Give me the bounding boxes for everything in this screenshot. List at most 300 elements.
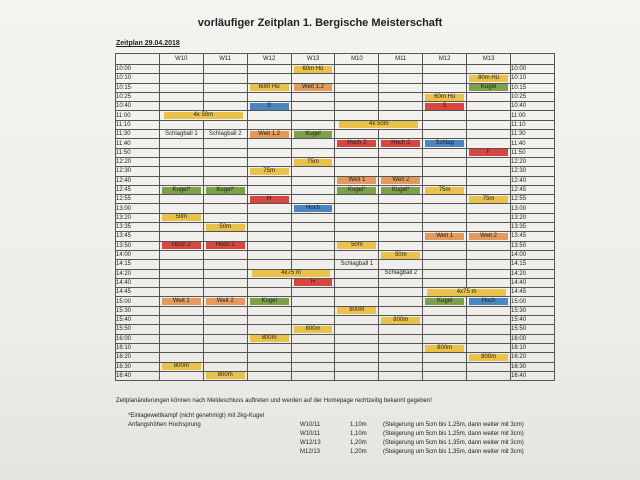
schedule-cell <box>159 260 203 269</box>
table-row <box>116 102 555 111</box>
schedule-cell <box>423 353 467 362</box>
schedule-cell <box>379 260 423 269</box>
event-block: 75m <box>250 168 289 175</box>
time-label-left: 10:40 <box>116 102 160 111</box>
schedule-cell <box>379 362 423 371</box>
time-label-right: 11:00 <box>511 111 555 120</box>
schedule-cell <box>247 278 291 287</box>
schedule-cell <box>423 269 467 278</box>
schedule-cell <box>423 65 467 74</box>
event-block: Kugel <box>469 84 508 91</box>
schedule-cell <box>159 371 203 380</box>
schedule-cell <box>335 185 379 194</box>
time-label-right: 12:20 <box>511 157 555 166</box>
schedule-cell <box>291 111 335 120</box>
schedule-cell <box>291 343 335 352</box>
header-w13: W13 <box>291 54 335 65</box>
schedule-cell <box>203 288 247 297</box>
schedule-cell <box>159 176 203 185</box>
schedule-cell <box>467 223 511 232</box>
time-label-right: 14:20 <box>511 269 555 278</box>
schedule-cell <box>467 111 511 120</box>
height-group: W10/11 <box>300 422 321 428</box>
schedule-cell <box>423 176 467 185</box>
time-label-right: 16:00 <box>511 334 555 343</box>
schedule-cell <box>159 353 203 362</box>
schedule-cell <box>335 316 379 325</box>
time-label-right: 15:00 <box>511 297 555 306</box>
schedule-cell <box>379 176 423 185</box>
schedule-cell <box>467 157 511 166</box>
schedule-cell <box>291 120 335 129</box>
schedule-cell <box>247 195 291 204</box>
schedule-cell <box>335 343 379 352</box>
schedule-cell <box>335 223 379 232</box>
schedule-cell <box>203 139 247 148</box>
time-label-left: 10:15 <box>116 83 160 92</box>
schedule-cell <box>159 213 203 222</box>
schedule-cell <box>423 362 467 371</box>
time-label-left: 15:50 <box>116 325 160 334</box>
schedule-cell <box>159 297 203 306</box>
time-label-right: 15:30 <box>511 306 555 315</box>
schedule-cell <box>291 130 335 139</box>
event-block: Kugel* <box>206 187 245 194</box>
event-block: Weit 2 <box>469 233 508 240</box>
schedule-cell <box>159 325 203 334</box>
event-block: 75m <box>425 187 464 194</box>
table-row <box>116 148 555 157</box>
schedule-cell <box>467 139 511 148</box>
schedule-cell <box>335 306 379 315</box>
schedule-cell <box>379 334 423 343</box>
schedule-cell <box>203 334 247 343</box>
document-title: vorläufiger Zeitplan 1. Bergische Meisterschaft <box>197 17 443 29</box>
einlage-note: *Einlagewettkampf (nicht genehmigt) mit 2kg-Kugel <box>128 413 265 419</box>
schedule-cell <box>203 120 247 129</box>
event-block: S <box>425 103 464 110</box>
schedule-cell <box>291 157 335 166</box>
schedule-cell <box>423 325 467 334</box>
schedule-cell <box>159 148 203 157</box>
header-m13: M13 <box>467 54 511 65</box>
schedule-cell <box>335 120 423 129</box>
schedule-cell <box>467 269 511 278</box>
event-block: Kugel* <box>381 187 420 194</box>
schedule-cell <box>379 343 423 352</box>
time-label-left: 10:10 <box>116 74 160 83</box>
time-label-right: 14:00 <box>511 250 555 259</box>
schedule-cell <box>247 130 291 139</box>
time-label-left: 14:40 <box>116 278 160 287</box>
time-label-left: 16:30 <box>116 362 160 371</box>
time-label-left: 13:35 <box>116 223 160 232</box>
time-label-right: 13:20 <box>511 213 555 222</box>
time-label-right: 12:40 <box>511 176 555 185</box>
schedule-cell <box>467 74 511 83</box>
time-label-left: 15:00 <box>116 297 160 306</box>
schedule-cell <box>247 371 291 380</box>
event-block: 800m <box>162 363 201 370</box>
event-block: 50m <box>206 224 245 231</box>
schedule-cell <box>159 111 247 120</box>
event-block: 4x 50m <box>339 121 418 128</box>
time-label-left: 14:45 <box>116 288 160 297</box>
schedule-cell <box>203 74 247 83</box>
time-label-right: 16:30 <box>511 362 555 371</box>
table-row <box>116 371 555 380</box>
event-block: Hoch 2 <box>206 242 245 249</box>
height-height: 1,20m <box>350 449 367 455</box>
event-block: Schlagball 1 <box>340 260 374 267</box>
event-block: Kugel <box>294 131 333 138</box>
event-block: F <box>469 149 508 156</box>
schedule-cell <box>159 278 203 287</box>
table-row <box>116 213 555 222</box>
schedule-cell <box>379 250 423 259</box>
event-block: Weit 2 <box>206 298 245 305</box>
schedule-cell <box>291 74 335 83</box>
event-block: Schlag <box>425 140 464 147</box>
schedule-cell <box>379 157 423 166</box>
schedule-cell <box>423 148 467 157</box>
table-row <box>116 120 555 129</box>
schedule-cell <box>467 260 511 269</box>
header-m11: M11 <box>379 54 423 65</box>
schedule-cell <box>467 343 511 352</box>
header-m10: M10 <box>335 54 379 65</box>
schedule-cell <box>467 213 511 222</box>
schedule-cell <box>335 269 379 278</box>
time-label-right: 14:40 <box>511 278 555 287</box>
schedule-cell <box>291 260 335 269</box>
schedule-cell <box>335 83 379 92</box>
time-label-left: 11:10 <box>116 120 160 129</box>
schedule-cell <box>203 130 247 139</box>
change-notice: Zeitplanänderungen können nach Meldeschluss auftreten und werden auf der Homepage rechtzeitig bekannt gegeben! <box>116 398 432 404</box>
event-block: 60m Hü <box>250 84 289 91</box>
height-height: 1,20m <box>350 440 367 446</box>
time-label-left: 11:30 <box>116 130 160 139</box>
table-row <box>116 325 555 334</box>
schedule-cell <box>159 250 203 259</box>
schedule-cell <box>247 74 291 83</box>
schedule-cell <box>159 232 203 241</box>
schedule-cell <box>247 120 291 129</box>
schedule-cell <box>467 120 511 129</box>
schedule-cell <box>379 204 423 213</box>
schedule-cell <box>203 250 247 259</box>
header-time-left <box>116 54 160 65</box>
time-label-left: 13:00 <box>116 204 160 213</box>
schedule-cell <box>291 92 335 101</box>
schedule-cell <box>247 241 291 250</box>
schedule-cell <box>247 232 291 241</box>
event-block: 800m <box>250 335 289 342</box>
schedule-cell <box>423 120 467 129</box>
schedule-cell <box>467 102 511 111</box>
schedule-cell <box>423 102 467 111</box>
time-label-left: 14:15 <box>116 260 160 269</box>
schedule-cell <box>247 250 291 259</box>
schedule-cell <box>379 148 423 157</box>
schedule-cell <box>335 176 379 185</box>
event-block: 800m <box>381 317 420 324</box>
schedule-cell <box>379 306 423 315</box>
schedule-cell <box>247 176 291 185</box>
schedule-cell <box>423 139 467 148</box>
schedule-cell <box>203 343 247 352</box>
time-label-right: 14:45 <box>511 288 555 297</box>
schedule-cell <box>423 111 467 120</box>
schedule-cell <box>203 185 247 194</box>
schedule-cell <box>291 278 335 287</box>
schedule-cell <box>335 102 379 111</box>
schedule-cell <box>467 65 511 74</box>
schedule-cell <box>247 334 291 343</box>
schedule-cell <box>203 223 247 232</box>
header-w12: W12 <box>247 54 291 65</box>
schedule-cell <box>247 65 291 74</box>
height-rule: (Steigerung um 5cm bis 1,35m, dann weiter mit 3cm) <box>383 449 524 455</box>
schedule-cell <box>423 195 467 204</box>
schedule-cell <box>203 362 247 371</box>
schedule-cell <box>291 316 335 325</box>
schedule-cell <box>291 213 335 222</box>
time-label-right: 10:00 <box>511 65 555 74</box>
schedule-table <box>115 53 555 381</box>
schedule-cell <box>247 185 291 194</box>
schedule-cell <box>291 223 335 232</box>
schedule-cell <box>247 325 291 334</box>
schedule-cell <box>379 371 423 380</box>
time-label-right: 10:15 <box>511 83 555 92</box>
schedule-cell <box>467 334 511 343</box>
schedule-cell <box>291 241 335 250</box>
schedule-cell <box>159 362 203 371</box>
schedule-cell <box>335 232 379 241</box>
table-row <box>116 353 555 362</box>
schedule-cell <box>379 195 423 204</box>
event-block: Weit 2 <box>381 177 420 184</box>
schedule-cell <box>467 278 511 287</box>
height-rule: (Steigerung um 5cm bis 1,25m, dann weiter mit 3cm) <box>383 422 524 428</box>
schedule-cell <box>335 74 379 83</box>
table-row <box>116 111 555 120</box>
time-label-right: 12:45 <box>511 185 555 194</box>
table-row <box>116 250 555 259</box>
schedule-cell <box>203 195 247 204</box>
schedule-cell <box>247 148 291 157</box>
schedule-cell <box>335 157 379 166</box>
event-block: H <box>250 196 289 203</box>
schedule-cell <box>291 83 335 92</box>
height-group: W10/11 <box>300 431 321 437</box>
schedule-cell <box>247 316 291 325</box>
table-row <box>116 204 555 213</box>
height-rule: (Steigerung um 5cm bis 1,25m, dann weiter mit 3cm) <box>383 431 524 437</box>
time-label-left: 10:25 <box>116 92 160 101</box>
table-row <box>116 195 555 204</box>
schedule-cell <box>203 148 247 157</box>
schedule-cell <box>467 83 511 92</box>
schedule-cell <box>159 120 203 129</box>
header-row <box>116 54 555 65</box>
schedule-cell <box>291 185 335 194</box>
event-block: 800m <box>206 372 245 379</box>
schedule-cell <box>467 195 511 204</box>
schedule-cell <box>423 316 467 325</box>
schedule-cell <box>379 288 423 297</box>
schedule-cell <box>159 306 203 315</box>
table-row <box>116 157 555 166</box>
schedule-cell <box>159 316 203 325</box>
schedule-cell <box>159 288 203 297</box>
time-label-right: 12:55 <box>511 195 555 204</box>
table-row <box>116 316 555 325</box>
event-block: 800m <box>337 307 376 314</box>
schedule-cell <box>203 157 247 166</box>
event-block: 800m <box>294 326 333 333</box>
schedule-cell <box>203 65 247 74</box>
event-block: Schlagball 1 <box>164 130 198 137</box>
schedule-cell <box>335 241 379 250</box>
time-label-left: 11:00 <box>116 111 160 120</box>
schedule-cell <box>203 232 247 241</box>
schedule-cell <box>467 148 511 157</box>
table-row <box>116 297 555 306</box>
event-block: 75m <box>294 159 333 166</box>
height-group: W12/13 <box>300 440 321 446</box>
schedule-cell <box>203 306 247 315</box>
hochsprung-heading: Anfangshöhen Hochsprung <box>128 422 201 428</box>
event-block: Kugel <box>250 298 289 305</box>
time-label-right: 13:50 <box>511 241 555 250</box>
schedule-cell <box>379 74 423 83</box>
schedule-cell <box>423 213 467 222</box>
event-block: 75m <box>469 196 508 203</box>
schedule-cell <box>335 371 379 380</box>
height-height: 1,10m <box>350 422 367 428</box>
schedule-cell <box>159 139 203 148</box>
schedule-cell <box>467 204 511 213</box>
schedule-cell <box>379 130 423 139</box>
schedule-cell <box>423 83 467 92</box>
table-row <box>116 83 555 92</box>
schedule-cell <box>423 167 467 176</box>
header-w10: W10 <box>159 54 203 65</box>
table-row <box>116 278 555 287</box>
schedule-cell <box>379 353 423 362</box>
schedule-cell <box>335 213 379 222</box>
time-label-right: 13:00 <box>511 204 555 213</box>
schedule-cell <box>423 297 467 306</box>
schedule-cell <box>423 278 467 287</box>
schedule-cell <box>335 148 379 157</box>
schedule-cell <box>467 185 511 194</box>
schedule-cell <box>467 241 511 250</box>
height-rule: (Steigerung um 5cm bis 1,35m, dann weiter mit 3cm) <box>383 440 524 446</box>
schedule-cell <box>203 260 247 269</box>
time-label-left: 11:40 <box>116 139 160 148</box>
time-label-left: 12:40 <box>116 176 160 185</box>
schedule-cell <box>291 371 335 380</box>
event-block: 60m Hü <box>294 66 333 73</box>
schedule-cell <box>291 204 335 213</box>
time-label-left: 14:20 <box>116 269 160 278</box>
time-label-left: 15:40 <box>116 316 160 325</box>
schedule-cell <box>423 343 467 352</box>
schedule-cell <box>291 102 335 111</box>
event-block: 50m <box>337 242 376 249</box>
schedule-cell <box>203 325 247 334</box>
event-block: Kugel* <box>162 187 201 194</box>
schedule-cell <box>291 195 335 204</box>
schedule-cell <box>423 288 511 297</box>
event-block: 50m <box>381 252 420 259</box>
schedule-cell <box>467 353 511 362</box>
time-label-right: 11:30 <box>511 130 555 139</box>
time-label-right: 11:50 <box>511 148 555 157</box>
event-block: 800m <box>469 354 508 361</box>
schedule-cell <box>247 260 291 269</box>
schedule-cell <box>159 83 203 92</box>
schedule-cell <box>159 65 203 74</box>
time-label-left: 14:00 <box>116 250 160 259</box>
time-label-left: 16:00 <box>116 334 160 343</box>
schedule-cell <box>247 102 291 111</box>
event-block: Schlagball 2 <box>384 270 418 277</box>
schedule-cell <box>379 241 423 250</box>
schedule-cell <box>379 278 423 287</box>
schedule-cell <box>159 92 203 101</box>
table-row <box>116 288 555 297</box>
schedule-cell <box>335 260 379 269</box>
schedule-cell <box>335 250 379 259</box>
header-time-right <box>511 54 555 65</box>
schedule-cell <box>159 167 203 176</box>
schedule-cell <box>203 83 247 92</box>
schedule-cell <box>247 306 291 315</box>
schedule-cell <box>423 232 467 241</box>
event-block: 80m Hü <box>469 75 508 82</box>
time-label-right: 12:30 <box>511 167 555 176</box>
height-group: M12/13 <box>300 449 321 455</box>
schedule-cell <box>247 343 291 352</box>
schedule-cell <box>467 316 511 325</box>
table-row <box>116 241 555 250</box>
schedule-cell <box>291 362 335 371</box>
schedule-cell <box>203 297 247 306</box>
time-label-right: 10:25 <box>511 92 555 101</box>
schedule-cell <box>159 223 203 232</box>
time-label-right: 15:50 <box>511 325 555 334</box>
schedule-cell <box>467 130 511 139</box>
schedule-cell <box>379 65 423 74</box>
schedule-cell <box>379 139 423 148</box>
schedule-cell <box>423 241 467 250</box>
time-label-left: 10:00 <box>116 65 160 74</box>
table-row <box>116 139 555 148</box>
schedule-cell <box>247 269 335 278</box>
header-m12: M12 <box>423 54 467 65</box>
time-label-left: 13:45 <box>116 232 160 241</box>
table-row <box>116 185 555 194</box>
schedule-cell <box>335 297 379 306</box>
schedule-cell <box>379 269 423 278</box>
time-label-right: 10:10 <box>511 74 555 83</box>
event-block: 800m <box>425 345 464 352</box>
